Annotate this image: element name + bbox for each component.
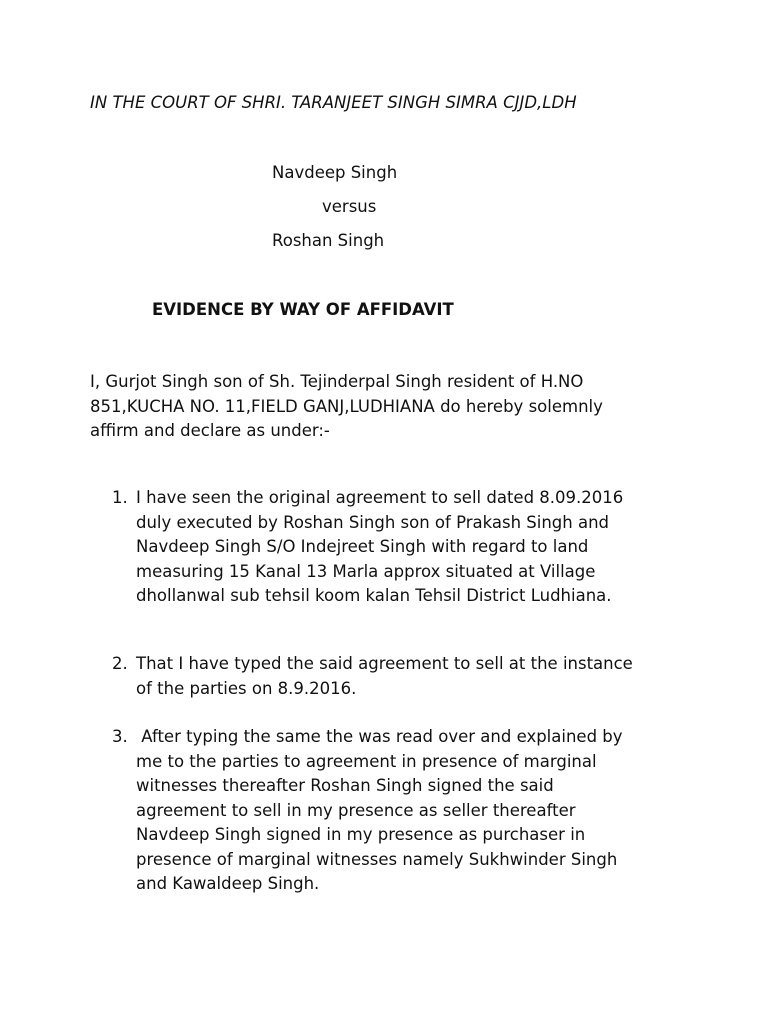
- paragraph-body: [136, 652, 692, 701]
- numbered-paragraph-2: [112, 652, 692, 701]
- versus-label: versus: [322, 197, 377, 216]
- paragraph-number: 3.: [112, 727, 128, 746]
- paragraph-line: duly executed by Roshan Singh son of Prakash Singh and: [136, 512, 610, 532]
- intro-line: affirm and declare as under:-: [90, 421, 330, 440]
- affidavit-heading: EVIDENCE BY WAY OF AFFIDAVIT: [152, 300, 454, 319]
- paragraph-line: dhollanwal sub tehsil koom kalan Tehsil District Ludhiana.: [136, 586, 612, 605]
- paragraph-line: agreement to sell in my presence as seller thereafter: [136, 800, 576, 820]
- numbered-paragraph-3: [112, 725, 692, 897]
- paragraph-line: After typing the same the was read over and explained by: [136, 727, 623, 746]
- paragraph-line: I have seen the original agreement to sell dated 8.09.2016: [136, 488, 624, 507]
- paragraph-body: [136, 725, 692, 897]
- defendant-name: Roshan Singh: [272, 231, 385, 250]
- paragraph-line: witnesses thereafter Roshan Singh signed the said: [136, 776, 554, 795]
- paragraph-line: Navdeep Singh S/O Indejreet Singh with regard to land: [136, 537, 589, 556]
- paragraph-line: measuring 15 Kanal 13 Marla approx situated at Village: [136, 561, 596, 581]
- intro-line: I, Gurjot Singh son of Sh. Tejinderpal Singh resident of H.NO: [90, 372, 584, 391]
- court-title: IN THE COURT OF SHRI. TARANJEET SINGH SIMRA CJJD,LDH: [90, 93, 577, 112]
- intro-line: 851,KUCHA NO. 11,FIELD GANJ,LUDHIANA do hereby solemnly: [90, 396, 603, 416]
- paragraph-line: of the parties on 8.9.2016.: [136, 678, 357, 698]
- paragraph-line: presence of marginal witnesses namely Sukhwinder Singh: [136, 849, 618, 869]
- paragraph-line: That I have typed the said agreement to sell at the instance: [136, 654, 633, 673]
- paragraph-line: me to the parties to agreement in presence of marginal: [136, 751, 597, 771]
- intro-paragraph: [90, 370, 670, 444]
- paragraph-line: and Kawaldeep Singh.: [136, 874, 320, 893]
- numbered-paragraph-1: [112, 486, 692, 609]
- paragraph-line: Navdeep Singh signed in my presence as purchaser in: [136, 825, 586, 844]
- plaintiff-name: Navdeep Singh: [272, 163, 398, 182]
- paragraph-number: 2.: [112, 654, 128, 673]
- paragraph-number: 1.: [112, 488, 128, 507]
- paragraph-body: [136, 486, 692, 609]
